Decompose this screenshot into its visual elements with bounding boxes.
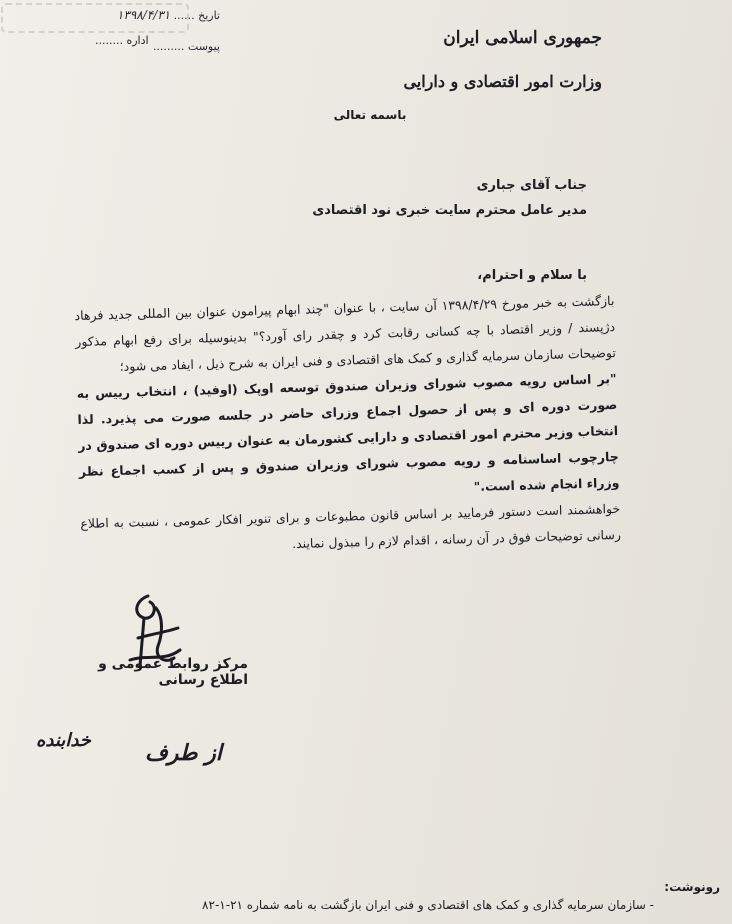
ministry-name: وزارت امور اقتصادی و دارایی: [403, 72, 602, 91]
signing-department: مرکز روابط عمومی و اطلاع رسانی: [98, 656, 248, 688]
cc-text: - سازمان سرمایه گذاری و کمک های اقتصادی و فنی ایران بازگشت به نامه شماره ۲۱-۱-۸۲: [202, 898, 654, 912]
basmala: باسمه تعالی: [333, 108, 407, 122]
god-servant-label: خدابنده: [36, 730, 91, 751]
greeting: با سلام و احترام،: [477, 268, 587, 283]
recipient-name: جناب آقای جباری: [476, 178, 587, 193]
recipient-position: مدیر عامل محترم سایت خبری نود اقتصادی: [312, 203, 587, 218]
letter-body: [74, 288, 621, 563]
body-paragraph-3: خواهشمند است دستور فرمایید بر اساس قانون مطبوعات و برای تنویر افکار عمومی ، نسبت به اطلاع رسانی توضیحات فوق در آن رسانه ، اقدام لازم را مبذول نمایند.: [80, 500, 622, 552]
attachment-label: پیوست: [187, 40, 220, 53]
country-name: جمهوری اسلامی ایران: [443, 28, 602, 48]
letterhead: [382, 28, 602, 91]
office-row-inline: اداره ........: [95, 34, 149, 47]
from-label: از طرف: [145, 740, 222, 766]
date-label: تاریخ: [198, 9, 220, 22]
cc-label: رونوشت:: [664, 880, 720, 894]
body-paragraph-2: "بر اساس رویه مصوب شورای وزیران صندوق توسعه اوپک (اوفید) ، انتخاب رییس به صورت دوره ای و پس از حصول اجماع وزرای حاضر در جلسه صورت می پذیرد. لذا انتخاب وزیر محترم امور اقتصادی و دارایی کشورمان به عنوان رییس دوره ای صندوق در چارچوب اساسنامه و رویه مصوب شورای وزیران صندوق و پس از کسب اجماع نظر وزراء انجام شده است.": [76, 370, 620, 494]
date-value: ۱۳۹۸/۴/۳۱: [116, 8, 171, 22]
address-block: [267, 178, 587, 228]
date-row: تاریخ ...... ۱۳۹۸/۴/۳۱: [116, 8, 220, 22]
body-paragraph-1: بازگشت به خبر مورخ ۱۳۹۸/۴/۲۹ آن سایت ، با عنوان "چند ابهام پیرامون عنوان بین المللی جدید فرهاد دژپسند / وزیر اقتصاد با چه کسانی رقابت کرد و چقدر رای آورد؟" بدینوسیله برای رفع ابهام مذکور توضیحات سازمان سرمایه گذاری و کمک های اقتصادی و فنی ایران به شرح ذیل ، ایفاد می شود؛: [74, 292, 617, 374]
office-label: اداره: [126, 34, 149, 47]
attachment-row: پیوست .........: [152, 40, 220, 53]
